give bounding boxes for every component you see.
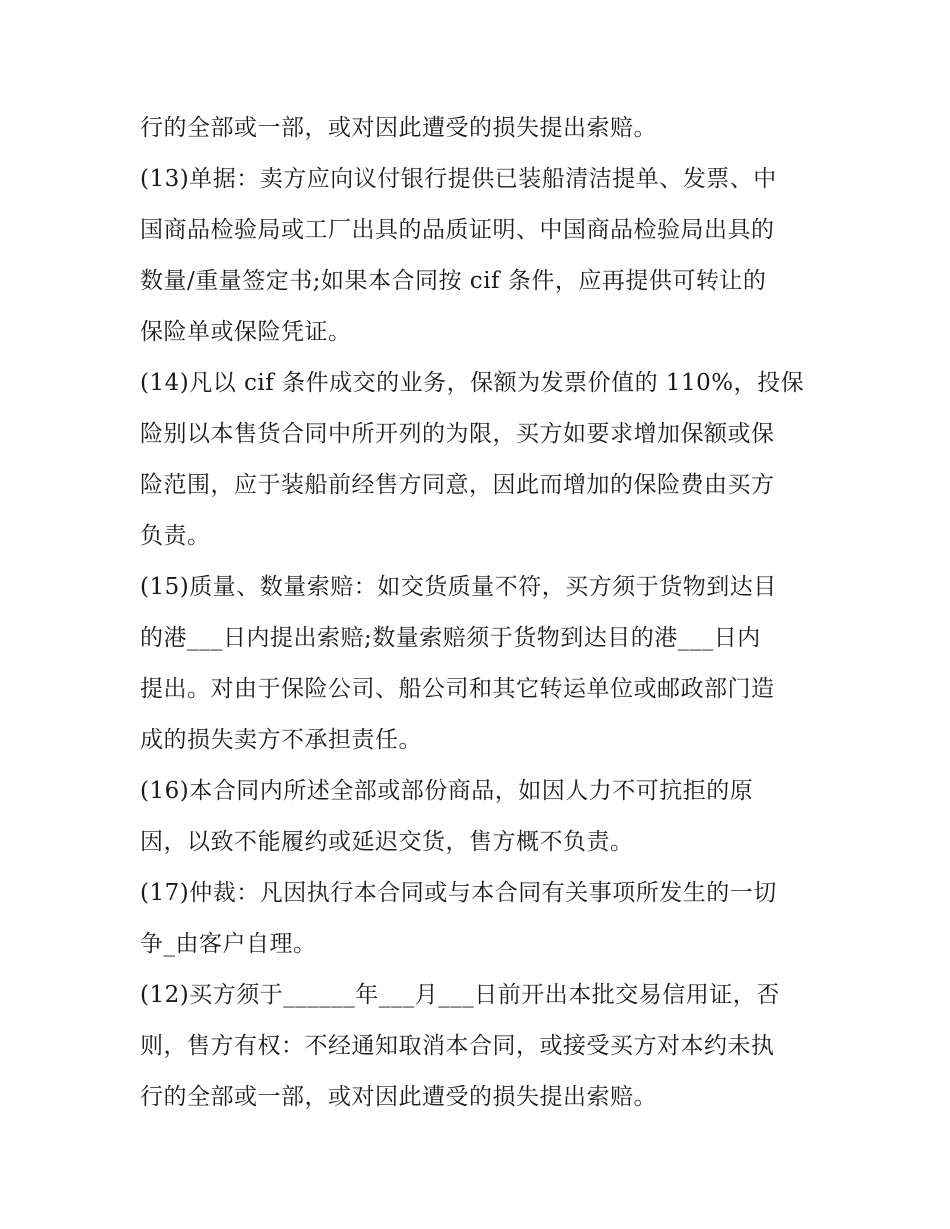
text-line: 争_由客户自理。 bbox=[140, 931, 317, 957]
text-line: 保险单或保险凭证。 bbox=[140, 319, 352, 345]
text-line: 险范围，应于装船前经售方同意，因此而增加的保险费由买方 bbox=[140, 472, 775, 498]
text-line: 成的损失卖方不承担责任。 bbox=[140, 727, 422, 753]
text-line: (17)仲裁：凡因执行本合同或与本合同有关事项所发生的一切 bbox=[140, 880, 777, 906]
text-line: 国商品检验局或工厂出具的品质证明、中国商品检验局出具的 bbox=[140, 217, 775, 243]
text-line: (12)买方须于______年___月___日前开出本批交易信用证，否 bbox=[140, 982, 780, 1008]
text-line: 因，以致不能履约或延迟交货，售方概不负责。 bbox=[140, 829, 634, 855]
text-line: 提出。对由于保险公司、船公司和其它转运单位或邮政部门造 bbox=[140, 676, 775, 702]
text-line: 行的全部或一部，或对因此遭受的损失提出索赔。 bbox=[140, 1084, 657, 1110]
text-line: (15)质量、数量索赔：如交货质量不符，买方须于货物到达目 bbox=[140, 574, 777, 600]
text-line: (16)本合同内所述全部或部份商品，如因人力不可抗拒的原 bbox=[140, 778, 754, 804]
text-line: 的港___日内提出索赔;数量索赔须于货物到达目的港___日内 bbox=[140, 625, 761, 651]
text-line: 则，售方有权：不经通知取消本合同，或接受买方对本约未执 bbox=[140, 1033, 775, 1059]
text-line: (13)单据：卖方应向议付银行提供已装船清洁提单、发票、中 bbox=[140, 166, 777, 192]
text-line: 负责。 bbox=[140, 523, 211, 549]
document-body bbox=[140, 103, 830, 1123]
text-line: 险别以本售货合同中所开列的为限，买方如要求增加保额或保 bbox=[140, 421, 775, 447]
text-line: 行的全部或一部，或对因此遭受的损失提出索赔。 bbox=[140, 115, 657, 141]
text-line: (14)凡以 cif 条件成交的业务，保额为发票价值的 110%，投保 bbox=[140, 370, 805, 396]
text-line: 数量/重量签定书;如果本合同按 cif 条件，应再提供可转让的 bbox=[140, 268, 767, 294]
